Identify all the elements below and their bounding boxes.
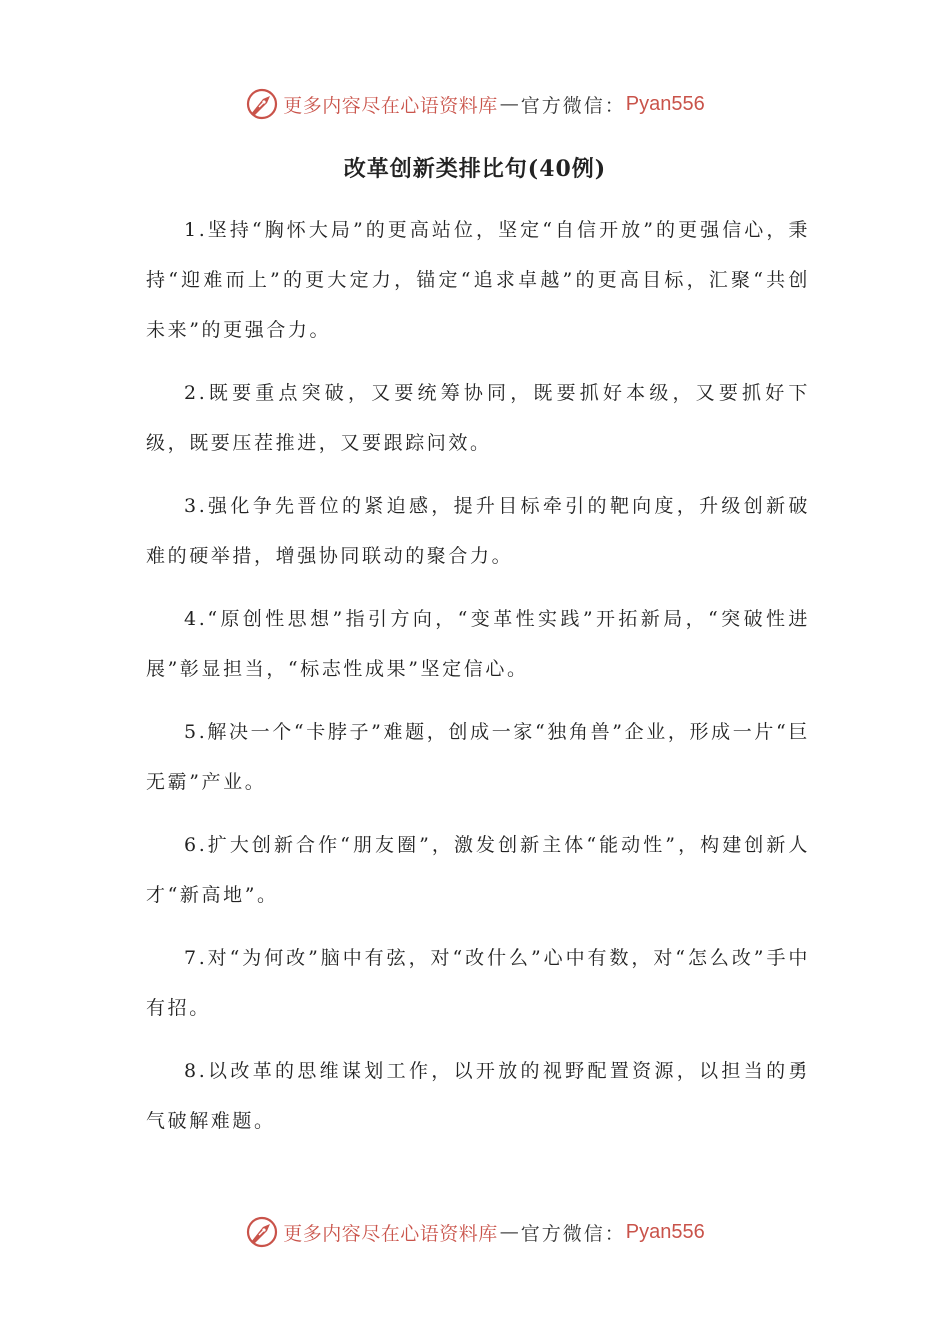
header-wechat-id: Pyan556 bbox=[625, 92, 705, 115]
paragraph-7: 7.对“为何改”脑中有弦，对“改什么”心中有数，对“怎么改”手中有招。 bbox=[146, 947, 810, 1019]
paragraph-5: 5.解决一个“卡脖子”难题，创成一家“独角兽”企业，形成一片“巨无霸”产业。 bbox=[146, 721, 810, 793]
header-wechat-label: 官方微信： bbox=[520, 94, 626, 117]
header-brand-text: 更多内容尽在心语资料库 bbox=[283, 94, 498, 117]
pen-nib-logo-icon bbox=[245, 1215, 279, 1249]
paragraph-6: 6.扩大创新合作“朋友圈”，激发创新主体“能动性”，构建创新人才“新高地”。 bbox=[146, 834, 810, 906]
paragraph-8: 8.以改革的思维谋划工作，以开放的视野配置资源，以担当的勇气破解难题。 bbox=[146, 1060, 810, 1132]
footer-banner bbox=[0, 1210, 950, 1254]
paragraph-1: 1.坚持“胸怀大局”的更高站位，坚定“自信开放”的更强信心，秉持“迎难而上”的更大定力，锚定“追求卓越”的更高目标，汇聚“共创未来”的更强合力。 bbox=[146, 219, 810, 341]
paragraph-2: 2.既要重点突破，又要统筹协同，既要抓好本级，又要抓好下级，既要压茬推进，又要跟踪问效。 bbox=[146, 382, 810, 454]
footer-brand-text: 更多内容尽在心语资料库 bbox=[283, 1222, 498, 1245]
paragraph-4: 4.“原创性思想”指引方向，“变革性实践”开拓新局，“突破性进展”彰显担当，“标志性成果”坚定信心。 bbox=[146, 608, 810, 680]
document-body bbox=[146, 205, 810, 1159]
paragraph-3: 3.强化争先晋位的紧迫感，提升目标牵引的靶向度，升级创新破难的硬举措，增强协同联动的聚合力。 bbox=[146, 495, 810, 567]
header-separator: — bbox=[499, 93, 519, 115]
pen-nib-logo-icon bbox=[245, 87, 279, 121]
document-title: 改革创新类排比句(40例) bbox=[343, 156, 607, 182]
footer-wechat-label: 官方微信： bbox=[520, 1222, 626, 1245]
footer-wechat-id: Pyan556 bbox=[625, 1220, 705, 1243]
header-banner bbox=[0, 82, 950, 126]
footer-separator: — bbox=[499, 1221, 519, 1243]
